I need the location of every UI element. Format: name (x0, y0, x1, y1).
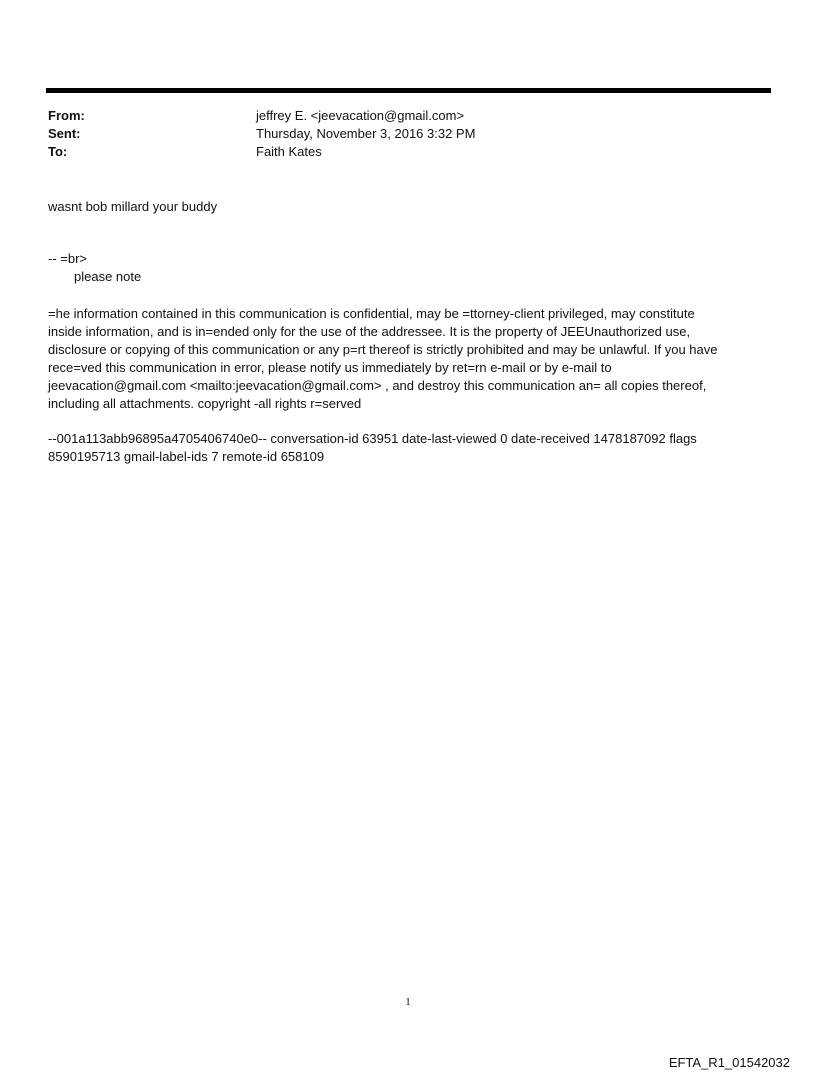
disclaimer-paragraph (48, 305, 763, 413)
document-id: EFTA_R1_01542032 (668, 1055, 790, 1070)
signature-line: -- =br> (48, 251, 88, 266)
sent-label: Sent: (48, 126, 81, 141)
page-number: 1 (405, 996, 411, 1008)
sent-value: Thursday, November 3, 2016 3:32 PM (256, 126, 476, 141)
disclaimer-line: inside information, and is in=ended only for the use of the addressee. It is the property of JEEUnauthorized use, (48, 324, 691, 339)
from-value: jeffrey E. <jeevacation@gmail.com> (256, 108, 465, 123)
metadata-line: --001a113abb96895a4705406740e0-- conversation-id 63951 date-last-viewed 0 date-received 1478187092 flags (48, 431, 697, 446)
disclaimer-line: =he information contained in this communication is confidential, may be =ttorney-client privileged, may constitute (48, 306, 695, 321)
to-value: Faith Kates (256, 144, 322, 159)
header-rule (46, 88, 771, 93)
disclaimer-line: rece=ved this communication in error, please notify us immediately by ret=rn e-mail or by e-mail to (48, 360, 612, 375)
email-header (48, 108, 748, 162)
signature-block (48, 250, 763, 286)
message-body: wasnt bob millard your buddy (48, 199, 218, 214)
from-label: From: (48, 108, 85, 123)
message-metadata (48, 430, 763, 466)
metadata-line: 8590195713 gmail-label-ids 7 remote-id 658109 (48, 449, 325, 464)
disclaimer-line: jeevacation@gmail.com <mailto:jeevacation@gmail.com> , and destroy this communication an= all copies thereof, (48, 378, 707, 393)
to-row (48, 144, 748, 162)
sent-row (48, 126, 748, 144)
disclaimer-line: disclosure or copying of this communication or any p=rt thereof is strictly prohibited and may be unlawful. If you have (48, 342, 718, 357)
to-label: To: (48, 144, 68, 159)
from-row (48, 108, 748, 126)
disclaimer-line: including all attachments. copyright -all rights r=served (48, 396, 362, 411)
signature-note: please note (74, 269, 142, 284)
